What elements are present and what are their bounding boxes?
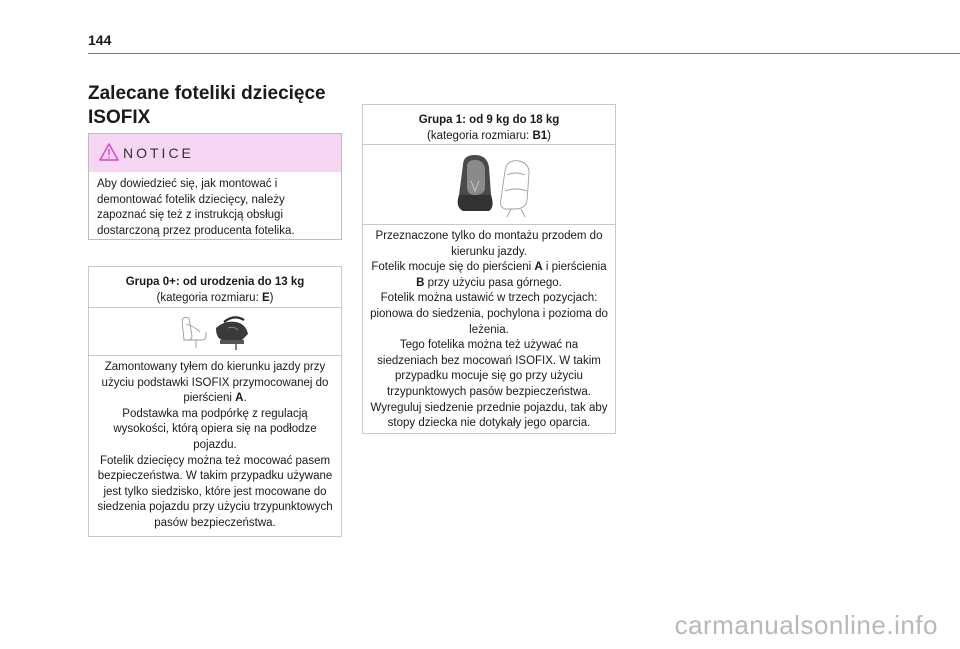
card-header (363, 105, 615, 145)
card-subheading: (kategoria rozmiaru: B1) (426, 129, 551, 142)
card-image (363, 145, 615, 225)
page-number: 144 (88, 32, 112, 48)
card-image (89, 308, 341, 356)
card-paragraph: Fotelik dziecięcy można też mocować pasem bezpieczeństwa. W takim przypadku używane jest tylko siedzisko, które jest mocowane do siedzenia pojazdu przy użyciu trzypunktowych pasów bezpieczeństwa. (97, 454, 333, 529)
card-paragraph: Podstawka ma podpórkę z regulacją wysokości, którą opiera się na podłodze pojazdu. (113, 407, 317, 451)
notice-box (88, 133, 342, 240)
warning-triangle-icon (99, 143, 119, 166)
card-paragraph: Tego fotelika można też używać na siedzeniach bez mocowań ISOFIX. W takim przypadku mocuje się go przy użyciu trzypunktowych pasów bezpieczeństwa. (377, 339, 601, 398)
rear-facing-carrier-icon (176, 312, 256, 352)
page-title (88, 82, 348, 130)
card-description (89, 356, 341, 532)
notice-text: Aby dowiedzieć się, jak montować i demontować fotelik dziecięcy, należy zapoznać się też z instrukcją obsługi dostarczoną przez producenta fotelika. (97, 178, 295, 237)
card-heading: Grupa 1: od 9 kg do 18 kg (418, 114, 560, 126)
card-description (363, 225, 615, 432)
seat-card-group-1 (362, 104, 616, 434)
forward-facing-seat-icon (449, 151, 539, 219)
watermark: carmanualsonline.info (674, 610, 938, 640)
card-heading: Grupa 0+: od urodzenia do 13 kg (125, 276, 305, 288)
page-title-line-1: Zalecane foteliki dziecięce (88, 83, 326, 104)
notice-header (89, 134, 341, 172)
header-rule (88, 53, 960, 54)
seat-card-group-0 (88, 266, 342, 537)
card-paragraph: Wyreguluj siedzenie przednie pojazdu, tak aby stopy dziecka nie dotykały jego oparcia. (370, 401, 608, 430)
card-paragraph: Przeznaczone tylko do montażu przodem do kierunku jazdy. (375, 230, 603, 258)
page-title-line-2: ISOFIX (88, 107, 151, 128)
card-subheading: (kategoria rozmiaru: E) (156, 291, 274, 304)
notice-label: NOTICE (123, 145, 194, 161)
card-paragraph: Fotelik można ustawić w trzech pozycjach: pionowa do siedzenia, pochylona i pozioma do leżenia. (370, 292, 608, 336)
card-paragraph: Fotelik mocuje się do pierścieni A i pierścienia B przy użyciu pasa górnego. (371, 261, 607, 289)
card-paragraph: Zamontowany tyłem do kierunku jazdy przy użyciu podstawki ISOFIX przymocowanej do pierścieni A. (101, 361, 329, 405)
card-header (89, 267, 341, 308)
